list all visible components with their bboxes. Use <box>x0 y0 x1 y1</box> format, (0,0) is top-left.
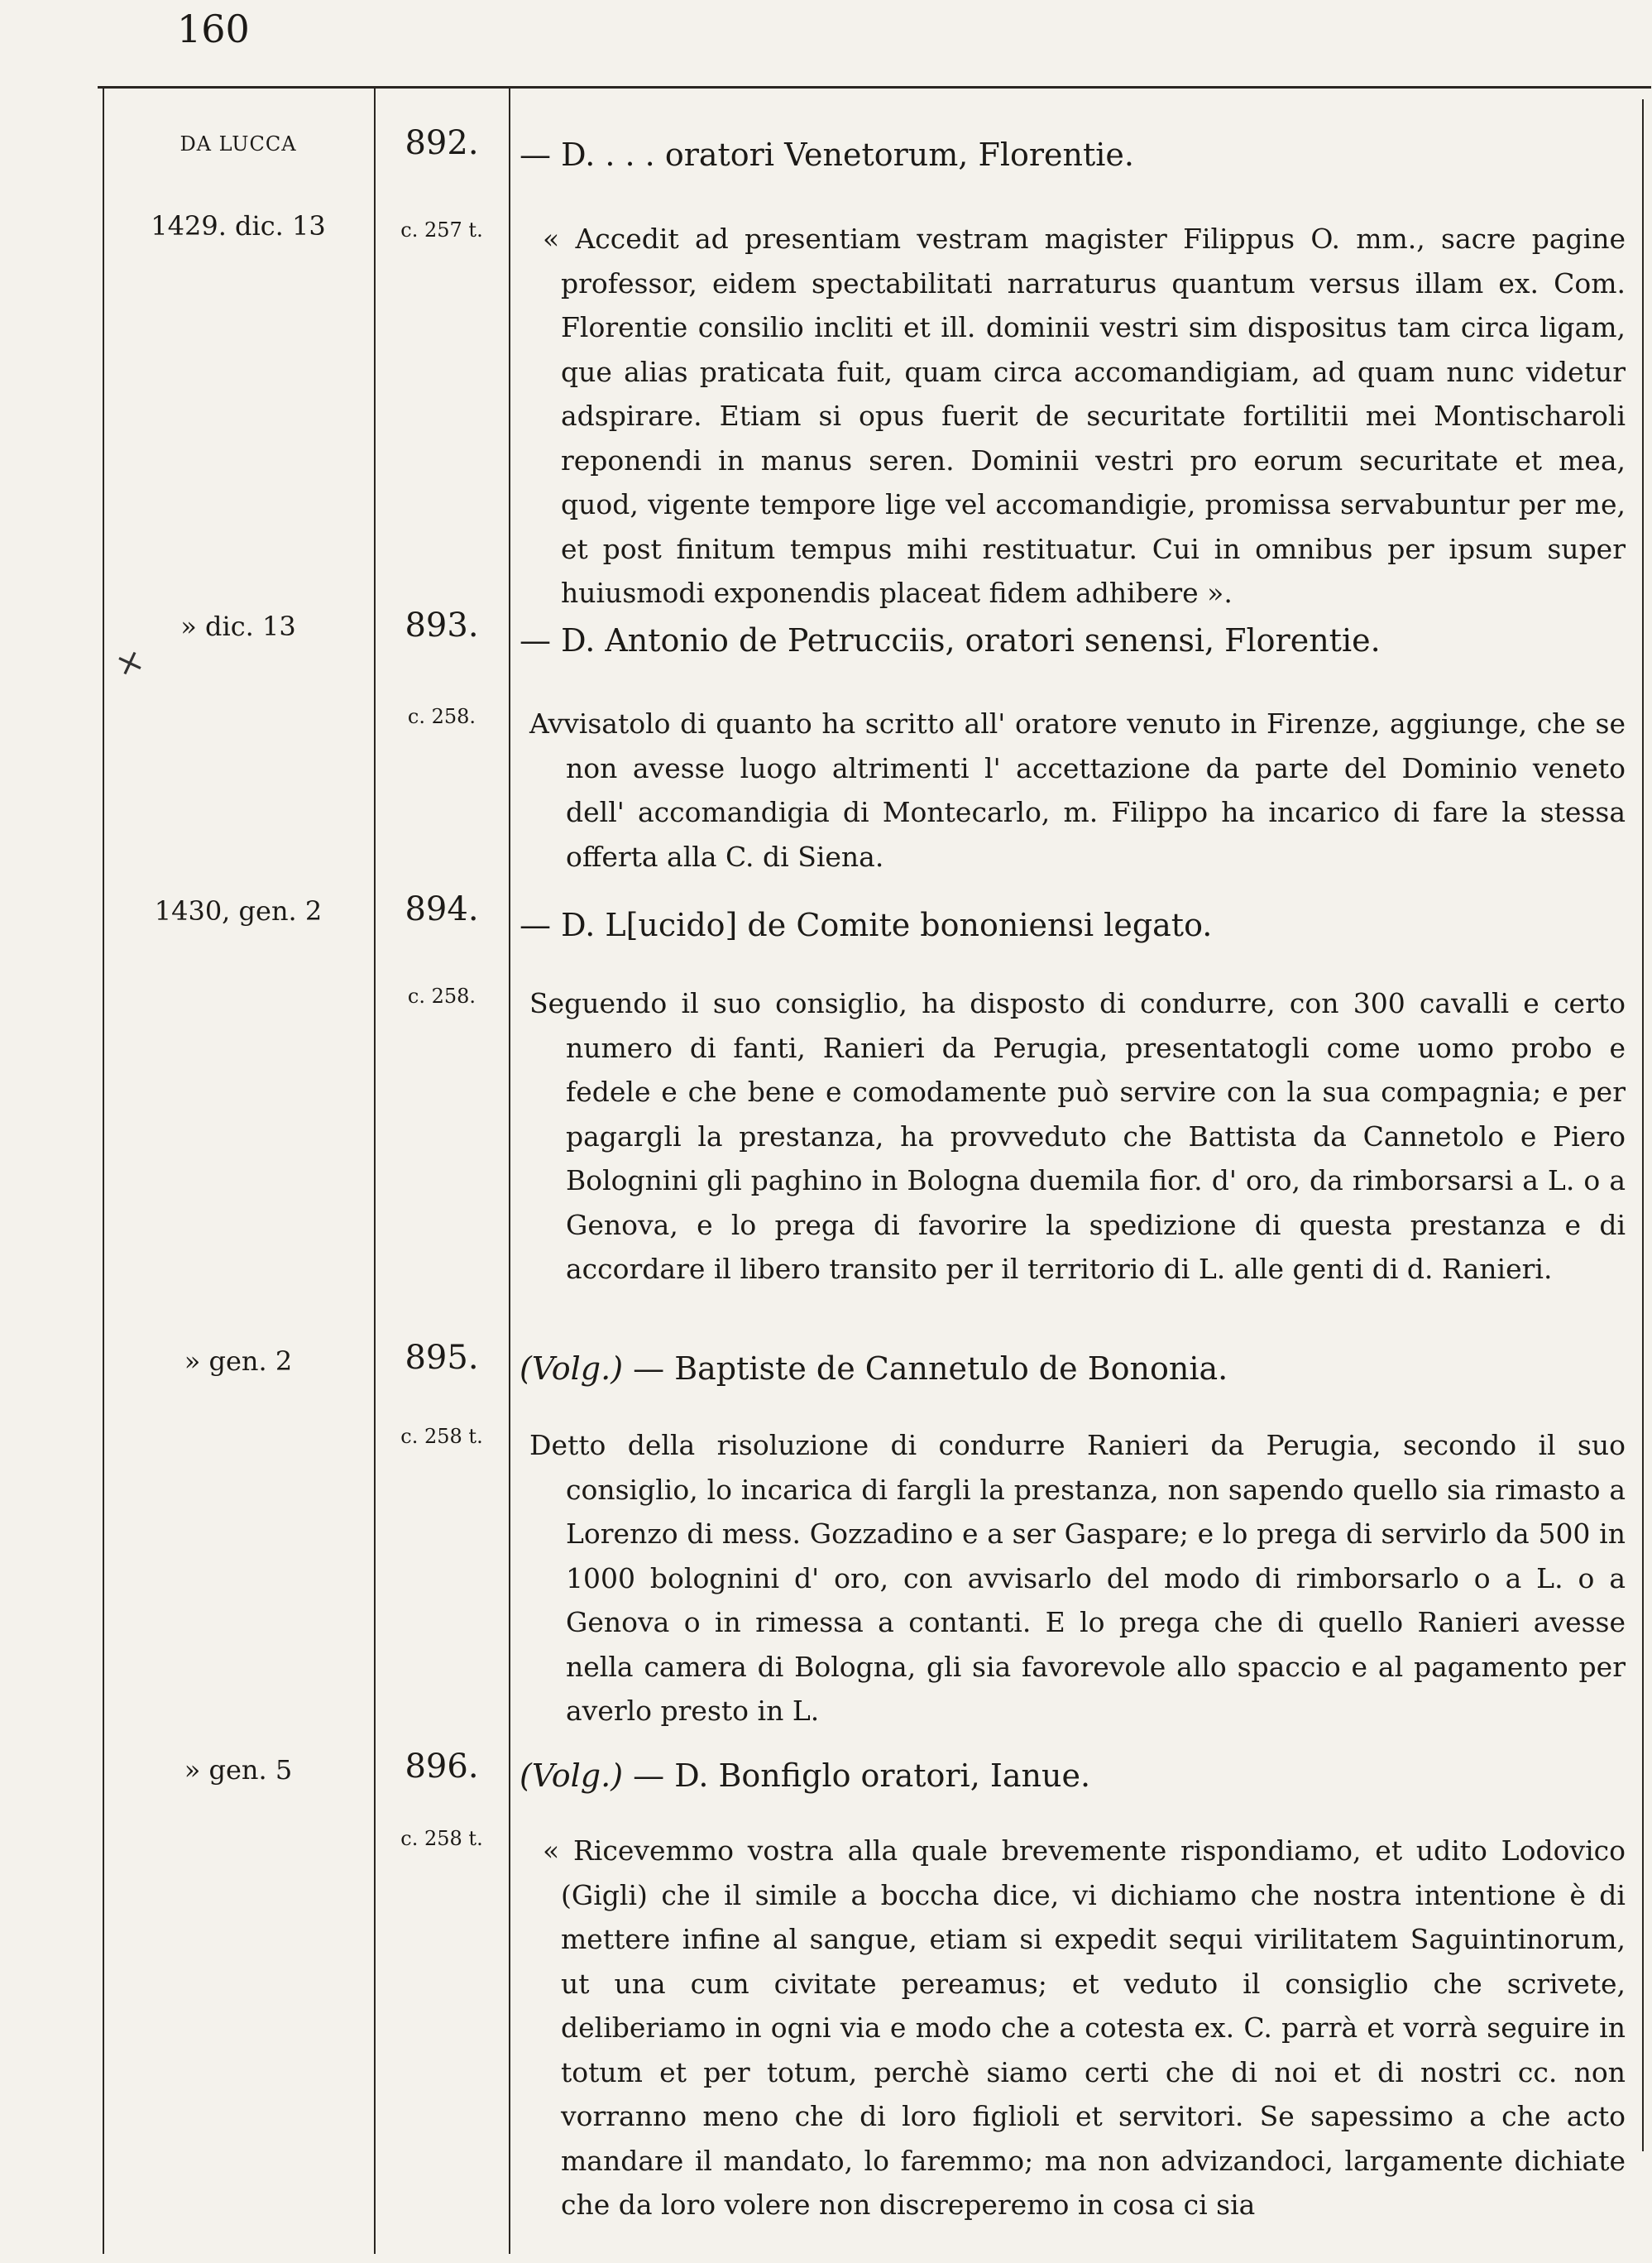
pencil-cross-mark: × <box>110 640 150 686</box>
top-rule <box>98 86 1651 89</box>
entry-title <box>520 137 1628 173</box>
entry-date: 1430, gen. 2 <box>154 895 323 927</box>
entry-title <box>520 1350 1628 1387</box>
entry-title-prefix: (Volg.) <box>520 1757 624 1794</box>
page-number: 160 <box>177 7 250 51</box>
column-rule-left <box>103 86 104 2254</box>
entry-body: Detto della risoluzione di condurre Ranieri da Perugia, secondo il suo consiglio, lo incarica di fargli la prestanza, non sapendo quello sia rimasto a Lorenzo di mess. Gozzadino e a ser Gaspare; e lo prega di servirlo da 500 in 1000 bolognini d' oro, con avvisarlo del modo di rimborsarlo o a L. o a Genova o in rimessa a contanti. E lo prega che di quello Ranieri avesse nella camera di Bologna, gli sia favorevole allo spaccio e al pagamento per averlo presto in L. <box>529 1429 1626 1727</box>
entry-number: 893. <box>405 607 479 645</box>
entry-number: 896. <box>405 1748 479 1786</box>
entry-date: » gen. 5 <box>184 1754 293 1786</box>
entry-number: 892. <box>405 124 479 162</box>
column-rule-right <box>1642 99 1644 2151</box>
entry-title-text: — D. . . . oratori Venetorum, Florentie. <box>520 137 1134 173</box>
entry-title <box>520 907 1628 943</box>
entry-carta: c. 257 t. <box>400 218 483 242</box>
entry-title-text: — D. Bonfiglo oratori, Ianue. <box>633 1757 1091 1794</box>
entry-title-text: — Baptiste de Cannetulo de Bononia. <box>633 1350 1228 1387</box>
entry-date: 1429. dic. 13 <box>151 210 326 242</box>
entry-body: « Ricevemmo vostra alla quale brevemente rispondiamo, et udito Lodovico (Gigli) che il simile a boccha dice, vi dichiamo che nostra intentione è di mettere infine al sangue, etiam si expedit sequi virilitatem Saguintinorum, ut una cum civitate pereamus; et veduto il consiglio che scrivete, deliberiamo in ogni via e modo che a cotesta ex. C. parrà et vorrà seguire in totum et per totum, perchè siamo certi che di noi et di nostri cc. non vorranno meno che di loro figlioli et servitori. Se sapessimo a che acto mandare il mandato, lo faremmo; ma non advizandoci, largamente dichiate che da loro volere non discreperemo in cosa ci sia <box>543 1834 1626 2221</box>
entry-body: Seguendo il suo consiglio, ha disposto di condurre, con 300 cavalli e certo numero di fanti, Ranieri da Perugia, presentatogli come uomo probo e fedele e che bene e comodamente può servire con la sua compagnia; e per pagargli la prestanza, ha provveduto che Battista da Cannetolo e Piero Bolognini gli paghino in Bologna duemila fior. d' oro, da rimborsarsi a L. o a Genova, e lo prega di favorire la spedizione di questa prestanza e di accordare il libero transito per il territorio di L. alle genti di d. Ranieri. <box>529 987 1626 1285</box>
entry-carta: c. 258. <box>407 705 476 728</box>
column-rule-date <box>374 86 376 2254</box>
entry-number: 895. <box>405 1339 479 1377</box>
entry-date: » gen. 2 <box>184 1345 293 1377</box>
entry-carta: c. 258 t. <box>400 1827 483 1850</box>
entry-carta: c. 258 t. <box>400 1425 483 1448</box>
entry-title-text: — D. L[ucido] de Comite bononiensi legato. <box>520 907 1213 943</box>
entry-title-prefix: (Volg.) <box>520 1350 624 1387</box>
entry-body: Avvisatolo di quanto ha scritto all' oratore venuto in Firenze, aggiunge, che se non avesse luogo altrimenti l' accettazione da parte del Dominio veneto dell' accomandigia di Montecarlo, m. Filippo ha incarico di fare la stessa offerta alla C. di Siena. <box>529 707 1626 873</box>
entry-carta: c. 258. <box>407 985 476 1008</box>
running-head: DA LUCCA <box>180 132 297 156</box>
entry-title <box>520 622 1628 659</box>
entry-title <box>520 1757 1628 1794</box>
entry-body: « Accedit ad presentiam vestram magister Filippus O. mm., sacre pagine professor, eidem spectabilitati narraturus quantum versus illam ex. Com. Florentie consilio incliti et ill. dominii vestri sim dispositus tam circa ligam, que alias praticata fuit, quam circa accomandigiam, ad quam nunc videtur adspirare. Etiam si opus fuerit de securitate fortilitii mei Montischaroli reponendi in manus seren. Dominii vestri pro eorum securitate et mea, quod, vigente tempore lige vel accomandigie, promissa servabuntur per me, et post finitum tempus mihi restituatur. Cui in omnibus per ipsum super huiusmodi exponendis placeat fidem adhibere ». <box>543 223 1626 609</box>
entry-title-text: — D. Antonio de Petrucciis, oratori senensi, Florentie. <box>520 622 1381 659</box>
entry-number: 894. <box>405 890 479 928</box>
entry-date: » dic. 13 <box>180 611 296 642</box>
